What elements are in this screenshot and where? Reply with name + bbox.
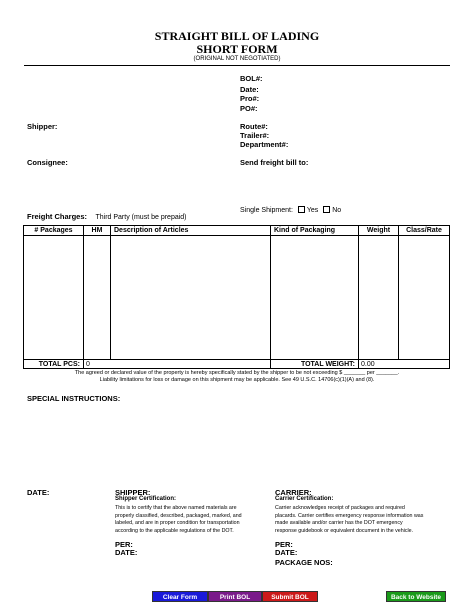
submit-bol-button[interactable]: Submit BOL (262, 591, 318, 602)
description-cell[interactable] (111, 236, 271, 360)
freight-charges-row (27, 206, 187, 224)
header-divider (24, 65, 450, 66)
po-label: PO#: (240, 104, 258, 113)
original-note: (ORIGINAL NOT NEGOTIATED) (193, 56, 281, 62)
col-class-rate: Class/Rate (399, 226, 450, 236)
total-pcs-value: 0 (84, 360, 271, 369)
yes-label: Yes (306, 207, 319, 214)
shipper-signature-label: SHIPPER: (115, 488, 151, 497)
no-label: No (332, 207, 342, 214)
shipper-cert-line: according to the applicable regulations of the DOT. (115, 527, 234, 534)
table-header-row (24, 226, 450, 236)
carrier-cert-line: made available and/or carrier has the DOT emergency (275, 520, 403, 526)
articles-table (23, 225, 450, 369)
special-instructions-label: SPECIAL INSTRUCTIONS: (27, 394, 121, 403)
single-shipment-row (240, 206, 341, 214)
col-packages: # Packages (24, 226, 84, 236)
shipper-certification-title: Shipper Certification: (115, 496, 177, 502)
table-body-row (24, 236, 450, 360)
yes-checkbox[interactable] (298, 206, 305, 213)
send-freight-bill-label: Send freight bill to: (240, 158, 309, 167)
class-rate-cell[interactable] (399, 236, 450, 360)
page-subtitle: SHORT FORM (196, 42, 278, 56)
package-nos-label: PACKAGE NOS: (275, 558, 333, 567)
single-shipment-label: Single Shipment: (240, 207, 293, 214)
packaging-cell[interactable] (271, 236, 359, 360)
total-weight-label: TOTAL WEIGHT: (271, 360, 359, 369)
carrier-cert-line: response guidebook or equivalent document in the vehicle. (275, 527, 414, 534)
clear-form-button[interactable]: Clear Form (152, 591, 208, 602)
consignee-label: Consignee: (27, 158, 68, 167)
shipper-label: Shipper: (27, 122, 58, 131)
print-bol-button[interactable]: Print BOL (208, 591, 262, 602)
weight-cell[interactable] (359, 236, 399, 360)
carrier-certification-title: Carrier Certification: (275, 496, 334, 502)
col-hm: HM (84, 226, 111, 236)
date-signature-label: DATE: (27, 488, 50, 497)
carrier-signature-label: CARRIER: (275, 488, 312, 497)
total-weight-value: 0.00 (359, 360, 450, 369)
bol-label: BOL#: (240, 74, 263, 83)
col-weight: Weight (359, 226, 399, 236)
liability-note: Liability limitations for loss or damage on this shipment may be applicable. See 49 U.S.C. 14706(c)(1)(A) and (8). (99, 377, 375, 383)
col-description: Description of Articles (111, 226, 271, 236)
shipper-cert-line: labeled, and are in proper condition for transportation (115, 520, 240, 526)
back-to-website-button[interactable]: Back to Website (386, 591, 446, 602)
col-kind-of-packaging: Kind of Packaging (271, 226, 359, 236)
packages-cell[interactable] (24, 236, 84, 360)
shipper-cert-line: properly classified, described, packaged, marked, and (115, 512, 242, 519)
freight-charges-label: Freight Charges: (27, 212, 88, 221)
declared-value-note: The agreed or declared value of the property is hereby specifically stated by the shipper to be not exceeding $ _______ per _______. (74, 370, 400, 376)
pro-label: Pro#: (240, 94, 260, 103)
trailer-label: Trailer#: (240, 131, 270, 140)
carrier-cert-line: Carrier acknowledges receipt of packages and required (275, 505, 405, 511)
shipper-date-label: DATE: (115, 548, 138, 557)
shipper-certification-text (115, 505, 242, 535)
carrier-certification-text (275, 505, 423, 535)
route-label: Route#: (240, 122, 268, 131)
carrier-date-label: DATE: (275, 548, 298, 557)
page-title: STRAIGHT BILL OF LADING (154, 29, 320, 43)
no-checkbox[interactable] (323, 206, 330, 213)
shipper-per-label: PER: (115, 540, 133, 549)
shipper-cert-line: This is to certify that the above named materials are (115, 505, 237, 511)
hm-cell[interactable] (84, 236, 111, 360)
carrier-per-label: PER: (275, 540, 293, 549)
table-totals-row (24, 360, 450, 369)
department-label: Department#: (240, 140, 289, 149)
carrier-cert-line: placards. Carrier certifies emergency response information was (275, 512, 424, 519)
freight-charges-value: Third Party (must be prepaid) (95, 214, 187, 221)
date-label: Date: (240, 85, 259, 94)
total-pcs-label: TOTAL PCS: (24, 360, 84, 369)
